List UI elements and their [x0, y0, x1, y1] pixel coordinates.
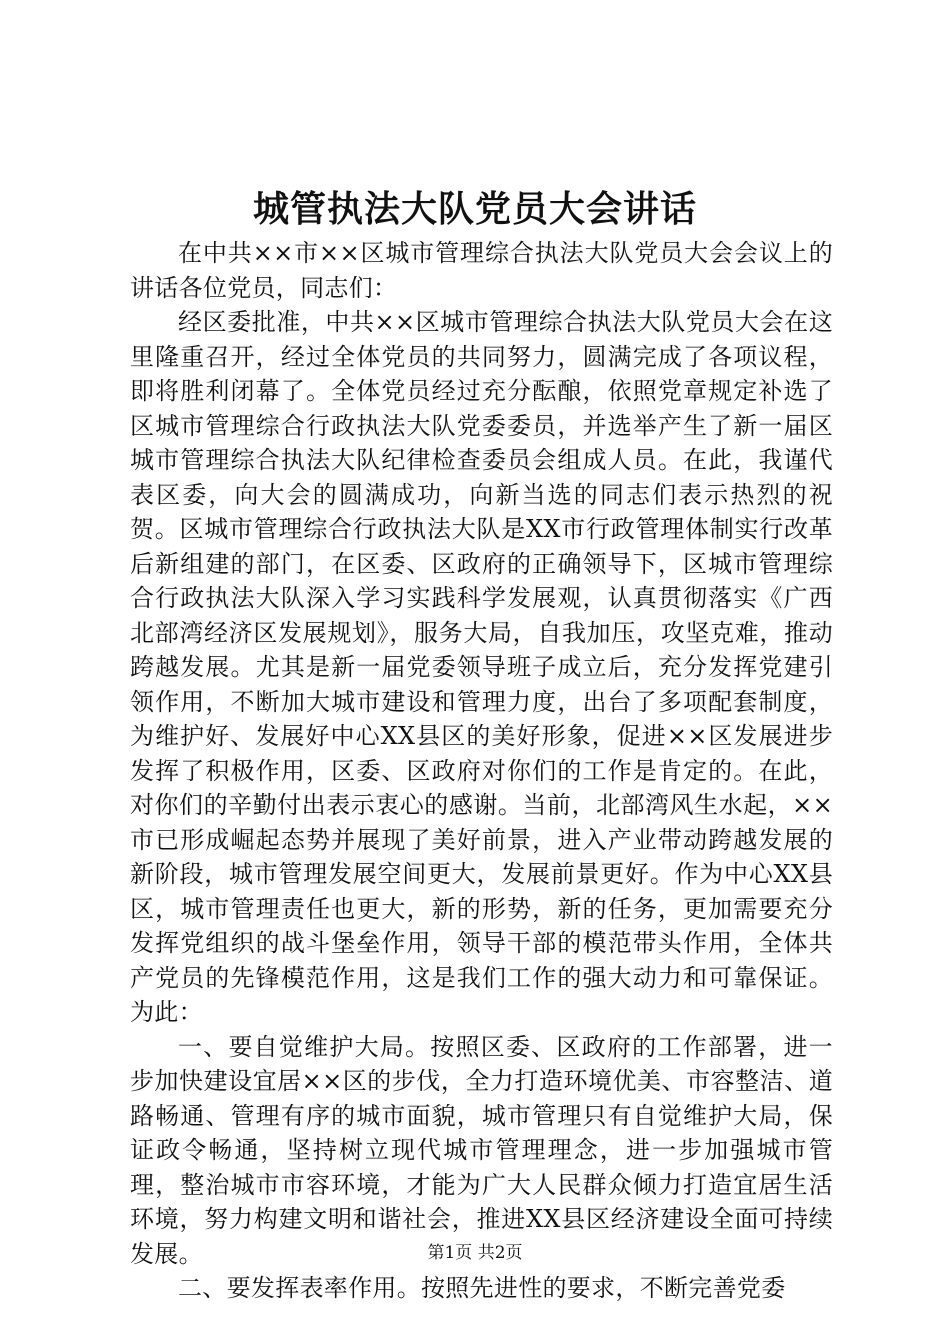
paragraph-point-one: 一、要自觉维护大局。按照区委、区政府的工作部署，进一步加快建设宜居××区的步伐，全力打造环境优美、市容整洁、道路畅通、管理有序的城市面貌，城市管理只有自觉维护大局，保证政令畅通，坚持树立现代城市管理理念，进一步加强城市管理，整治城市市容环境，才能为广大人民群众倾力打造宜居生活环境，努力构建文明和谐社会，推进XX县区经济建设全面可持续发展。: [130, 1032, 833, 1268]
document-title: 城管执法大队党员大会讲话: [252, 188, 697, 230]
paragraph-main: 经区委批准，中共××区城市管理综合执法大队党员大会在这里隆重召开，经过全体党员的共同努力，圆满完成了各项议程，即将胜利闭幕了。全体党员经过充分酝酿，依照党章规定补选了区城市管理综合行政执法大队党委委员，并选举产生了新一届区城市管理综合执法大队纪律检查委员会组成人员。在此，我谨代表区委，向大会的圆满成功，向新当选的同志们表示热烈的祝贺。区城市管理综合行政执法大队是XX市行政管理体制实行改革后新组建的部门，在区委、区政府的正确领导下，区城市管理综合行政执法大队深入学习实践科学发展观，认真贯彻落实《广西北部湾经济区发展规划》，服务大局，自我加压，攻坚克难，推动跨越发展。尤其是新一届党委领导班子成立后，充分发挥党建引领作用，不断加大城市建设和管理力度，出台了多项配套制度，为维护好、发展好中心XX县区的美好形象，促进××区发展进步发挥了积极作用，区委、区政府对你们的工作是肯定的。在此，对你们的辛勤付出表示衷心的感谢。当前，北部湾风生水起，××市已形成崛起态势并展现了美好前景，进入产业带动跨越发展的新阶段，城市管理发展空间更大，发展前景更好。作为中心XX县区，城市管理责任也更大，新的形势，新的任务，更加需要充分发挥党组织的战斗堡垒作用，领导干部的模范带头作用，全体共产党员的先锋模范作用，这是我们工作的强大动力和可靠保证。为此：: [130, 308, 833, 1026]
page-footer: 第1页 共2页: [427, 1243, 523, 1263]
paragraph-opening: 在中共××市××区城市管理综合执法大队党员大会会议上的讲话各位党员，同志们：: [130, 239, 833, 302]
document-body: [130, 236, 833, 1306]
paragraph-point-two: 二、要发挥表率作用。按照先进性的要求，不断完善党委: [178, 1274, 786, 1302]
